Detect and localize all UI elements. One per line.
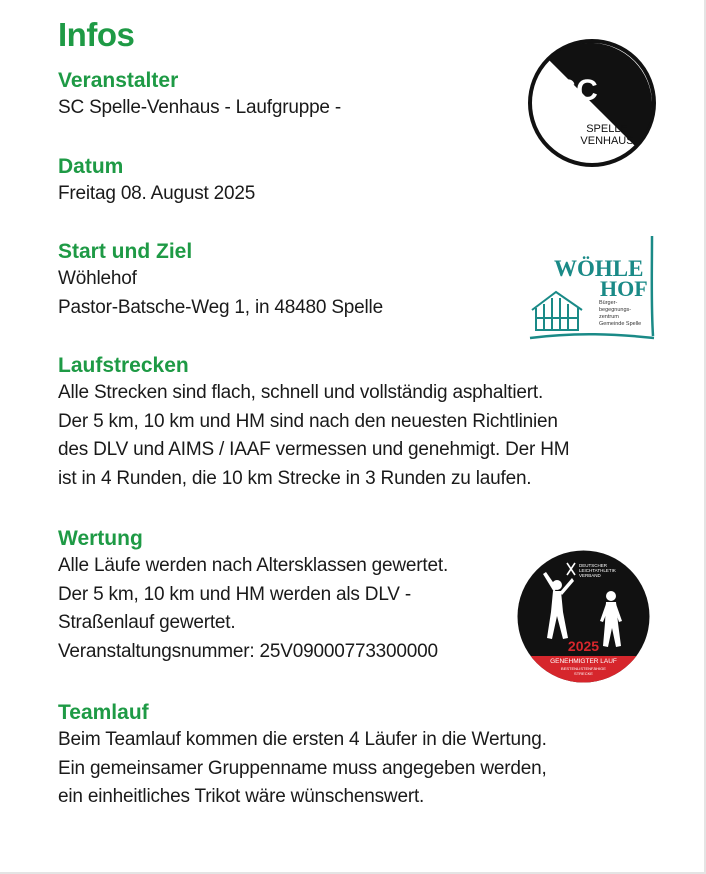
body-line: Alle Strecken sind flach, schnell und vollständig asphaltiert. (58, 382, 544, 403)
sc-logo-name-line1: SPELLE (586, 123, 628, 135)
body-line: Alle Läufe werden nach Altersklassen gewertet. (58, 555, 449, 576)
section-heading: Start und Ziel (58, 240, 193, 263)
badge-sublabel1: BESTENLISTENFÄHIGE (561, 666, 606, 671)
sc-logo-name-line2: VENHAUS (580, 135, 634, 147)
section-teamlauf (58, 700, 547, 812)
body-line: SC Spelle-Venhaus - Laufgruppe - (58, 97, 342, 118)
section-wertung (58, 526, 448, 666)
body-line: Straßenlauf gewertet. (58, 612, 236, 633)
section-heading: Datum (58, 155, 124, 178)
woehlehof-sub3: zentrum (599, 314, 619, 320)
body-line: Pastor-Batsche-Weg 1, in 48480 Spelle (58, 296, 383, 318)
body-line: Der 5 km, 10 km und HM sind nach den neuesten Richtlinien (58, 410, 558, 432)
badge-org-line3: VERBAND (579, 573, 601, 578)
section-start-ziel (58, 239, 383, 322)
farmhouse-icon (532, 292, 582, 330)
body-line: ein einheitliches Trikot wäre wünschenswert. (58, 786, 425, 807)
page-title: Infos (58, 16, 135, 53)
sc-spelle-venhaus-logo (527, 38, 657, 168)
section-heading: Wertung (58, 527, 143, 550)
body-line: ist in 4 Runden, die 10 km Strecke in 3 Runden zu laufen. (58, 467, 532, 489)
badge-org-line2: LEICHTATHLETIK (579, 568, 616, 573)
section-heading: Laufstrecken (58, 354, 189, 377)
woehlehof-logo (526, 234, 660, 342)
section-heading: Veranstalter (58, 69, 179, 92)
badge-org-line1: DEUTSCHER (579, 563, 608, 568)
body-line: Veranstaltungsnummer: 25V09000773300000 (58, 640, 438, 662)
woehlehof-word2: HOF (600, 276, 648, 301)
badge-label: GENEHMIGTER LAUF (550, 658, 617, 665)
section-veranstalter (58, 68, 341, 123)
badge-year: 2025 (567, 638, 600, 654)
body-line: Beim Teamlauf kommen die ersten 4 Läufer in die Wertung. (58, 729, 547, 750)
badge-sublabel2: STRECKE (574, 671, 593, 676)
section-datum (58, 154, 255, 209)
body-line: Wöhlehof (58, 268, 137, 289)
body-line: des DLV und AIMS / IAAF vermessen und genehmigt. Der HM (58, 439, 570, 460)
body-line: Ein gemeinsamer Gruppenname muss angegeben werden, (58, 757, 547, 779)
body-line: Freitag 08. August 2025 (58, 183, 256, 204)
section-laufstrecken (58, 353, 569, 493)
section-heading: Teamlauf (58, 701, 149, 724)
body-line: Der 5 km, 10 km und HM werden als DLV - (58, 583, 411, 605)
woehlehof-word1: WÖHLE (554, 256, 644, 281)
woehlehof-sub1: Bürger- (599, 300, 618, 306)
sc-logo-initials: SC (556, 74, 598, 107)
woehlehof-sub4: Gemeinde Spelle (599, 321, 642, 327)
woehlehof-sub2: begegnungs- (599, 307, 632, 313)
dlv-genehmigter-lauf-badge (517, 550, 650, 683)
